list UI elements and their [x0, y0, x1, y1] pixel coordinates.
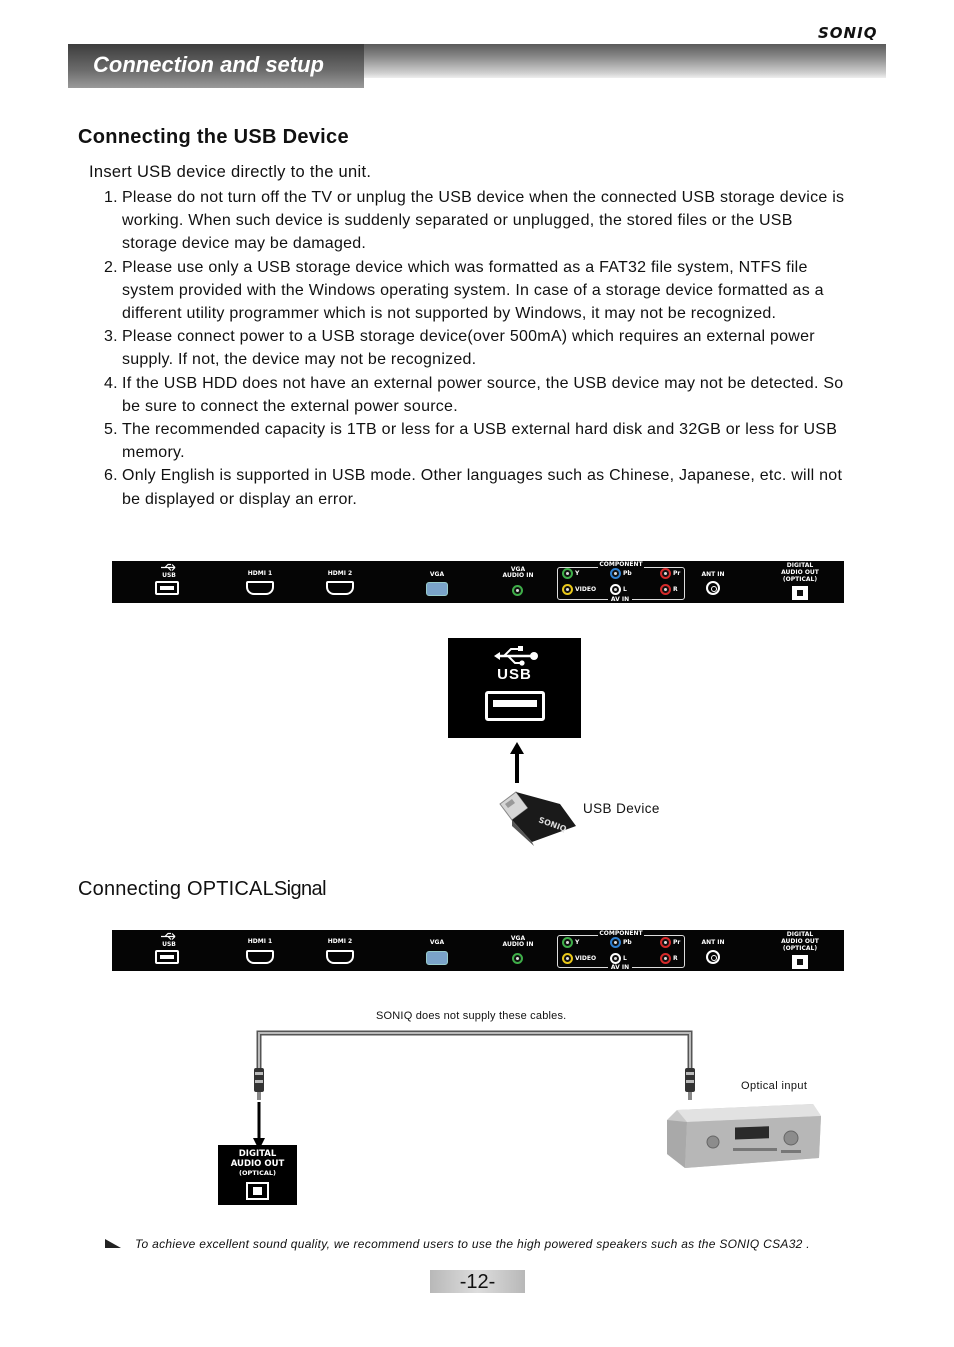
usb-symbol-icon	[494, 646, 540, 666]
optical-port-zoom: DIGITAL AUDIO OUT (OPTICAL)	[218, 1145, 297, 1205]
optical-section-title: Connecting OPTICALSignal	[78, 878, 326, 900]
l-jack-icon	[610, 953, 621, 964]
hdmi-port-icon	[246, 950, 274, 964]
bullet-triangle-icon	[104, 1238, 122, 1250]
section-header-title: Connection and setup	[93, 52, 324, 77]
usb-port-icon	[485, 691, 545, 721]
tv-rear-panel-usb: USB HDMI 1 HDMI 2 VGA VGA AUDIO IN COMPONENT Y Pb Pr VIDEO L R AV IN ANT IN DIGITAL AUDIO OUT (OPTICAL)	[112, 561, 844, 603]
usb-device-label: USB Device	[583, 801, 660, 816]
brand-logo: SONIQ	[818, 24, 878, 42]
hdmi-port-icon	[326, 950, 354, 964]
optical-input-label: Optical input	[741, 1080, 808, 1092]
usb-port-icon	[155, 581, 179, 595]
vga-audio-jack-icon	[512, 585, 523, 596]
y-jack-icon	[562, 568, 573, 579]
footer-note: To achieve excellent sound quality, we recommend users to use the high powered speakers such as the SONIQ CSA32 .	[135, 1237, 810, 1251]
usb-intro: Insert USB device directly to the unit.	[89, 163, 372, 181]
list-item: 4. If the USB HDD does not have an external power source, the USB device may not be detected. So be sure to connect the external power source.	[104, 374, 844, 415]
r-jack-icon	[660, 584, 671, 595]
l-jack-icon	[610, 584, 621, 595]
video-jack-icon	[562, 953, 573, 964]
antenna-port-icon	[706, 581, 720, 595]
svg-text:SONIQ: SONIQ	[537, 815, 568, 834]
list-item: 3. Please connect power to a USB storage device(over 500mA) which requires an external power supply. If not, the device may not be recognized.	[104, 328, 815, 369]
tv-rear-panel-optical: USB HDMI 1 HDMI 2 VGA VGA AUDIO IN COMPONENT Y Pb Pr VIDEO L R AV IN ANT IN DIGITAL AUDIO OUT (OPTICAL)	[112, 930, 844, 971]
pb-jack-icon	[610, 937, 621, 948]
r-jack-icon	[660, 953, 671, 964]
y-jack-icon	[562, 937, 573, 948]
pr-jack-icon	[660, 568, 671, 579]
usb-section-title: Connecting the USB Device	[78, 126, 349, 148]
arrow-up-icon	[509, 742, 525, 784]
optical-port-icon	[246, 1182, 269, 1200]
vga-audio-jack-icon	[512, 953, 523, 964]
pb-jack-icon	[610, 568, 621, 579]
list-item: 2. Please use only a USB storage device which was formatted as a FAT32 file system, NTFS file system provided with the Windows operating system. In case of a storage device formatted as a different utility programmer which is not supported by Windows, it may not be recognized.	[104, 258, 824, 323]
video-jack-icon	[562, 584, 573, 595]
vga-port-icon	[426, 582, 448, 596]
usb-symbol-icon	[160, 563, 178, 572]
amplifier-icon	[663, 1096, 823, 1176]
vga-port-icon	[426, 951, 448, 965]
hdmi-port-icon	[246, 581, 274, 595]
usb-symbol-icon	[160, 932, 178, 941]
optical-port-icon	[792, 955, 808, 969]
page-number: -12-	[430, 1270, 525, 1293]
antenna-port-icon	[706, 950, 720, 964]
usb-zoom-label: USB	[497, 666, 532, 683]
optical-port-icon	[792, 586, 808, 600]
usb-stick-icon	[498, 786, 580, 848]
usb-port-icon	[155, 950, 179, 964]
usb-notes-list	[104, 186, 852, 511]
hdmi-port-icon	[326, 581, 354, 595]
list-item: 1. Please do not turn off the TV or unplug the USB device when the connected USB storage device is working. When such device is suddenly separated or unplugged, the stored files or the USB storage device may be damaged.	[104, 189, 845, 253]
optical-cable-diagram	[240, 1024, 720, 1154]
usb-port-zoom	[448, 638, 581, 738]
list-item: 5. The recommended capacity is 1TB or less for a USB external hard disk and 32GB or less for USB memory.	[104, 421, 838, 462]
cable-note: SONIQ does not supply these cables.	[376, 1010, 567, 1022]
pr-jack-icon	[660, 937, 671, 948]
list-item: 6. Only English is supported in USB mode. Other languages such as Chinese, Japanese, etc. will not be displayed or display an error.	[104, 467, 843, 508]
